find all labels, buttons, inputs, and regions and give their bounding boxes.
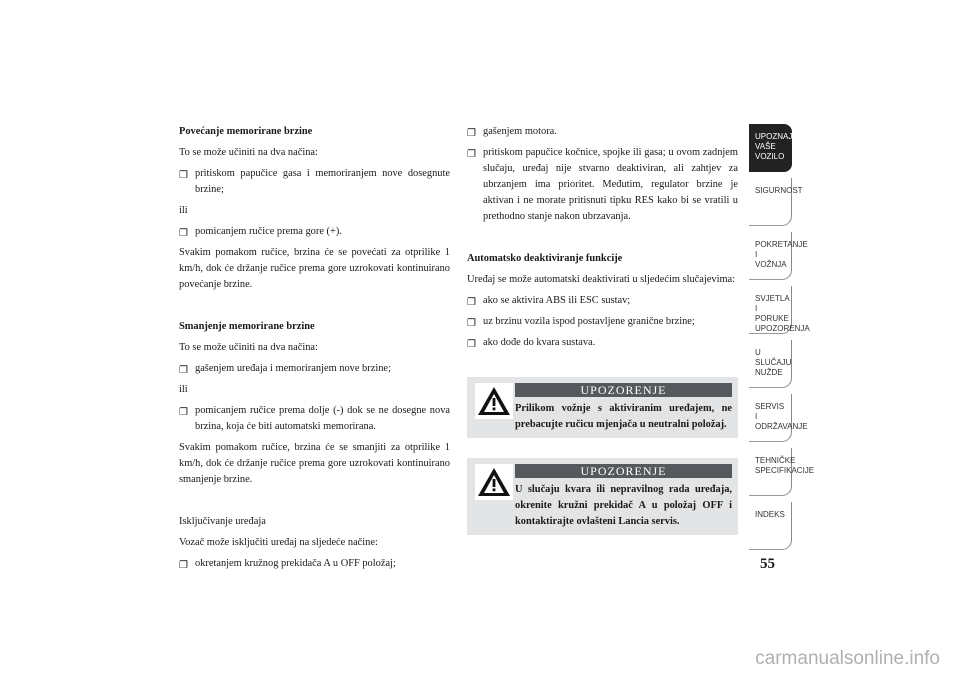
- warning-title: UPOZORENJE: [515, 464, 732, 478]
- paragraph: ili: [179, 384, 188, 395]
- paragraph: To se može učiniti na dva načina:: [179, 147, 318, 158]
- paragraph: Vozač može isključiti uređaj na sljedeće načine:: [179, 537, 378, 548]
- paragraph: Uređaj se može automatski deaktivirati u sljedećim slučajevima:: [467, 274, 736, 285]
- checkbox-bullet-icon: ❐: [179, 407, 188, 418]
- bullet-item: ❐ gašenjem uređaja i memoriranjem nove brzine;: [179, 361, 450, 377]
- warning-text: Prilikom vožnje s aktiviranim uređajem, ne prebacujte ručicu mjenjača u neutralni položaj.: [515, 403, 732, 430]
- warning-triangle-icon: [475, 464, 513, 500]
- warning-box: [467, 377, 738, 438]
- watermark: carmanualsonline.info: [755, 648, 940, 669]
- paragraph: ili: [179, 205, 188, 216]
- tab-tehnicke-specifikacije[interactable]: TEHNIČKE SPECIFIKACIJE: [749, 448, 792, 496]
- section-heading: Povećanje memorirane brzine: [179, 126, 313, 137]
- checkbox-bullet-icon: ❐: [467, 128, 476, 139]
- bullet-item: ❐ okretanjem kružnog prekidača A u OFF položaj;: [179, 556, 450, 572]
- bullet-item: ❐ pomicanjem ručice prema dolje (-) dok se ne dosegne nova brzina, koja će biti automatski memorirana.: [179, 405, 450, 432]
- bullet-item: ❐ ako dođe do kvara sustava.: [467, 335, 738, 351]
- checkbox-bullet-icon: ❐: [467, 149, 476, 160]
- paragraph: To se može učiniti na dva načina:: [179, 342, 318, 353]
- bullet-item: ❐ gašenjem motora.: [467, 124, 738, 140]
- tab-upoznajte-vase-vozilo[interactable]: UPOZNAJTE VAŠE VOZILO: [749, 124, 792, 172]
- bullet-item: ❐ pritiskom papučice gasa i memoriranjem nove dosegnute brzine;: [179, 168, 450, 195]
- tab-indeks[interactable]: INDEKS: [749, 502, 792, 550]
- bullet-item: ❐ ako se aktivira ABS ili ESC sustav;: [467, 293, 738, 309]
- tab-u-slucaju-nuzde[interactable]: U SLUČAJU NUŽDE: [749, 340, 792, 388]
- bullet-item: ❐ pomicanjem ručice prema gore (+).: [179, 224, 450, 240]
- tab-servis-i-odrzavanje[interactable]: SERVIS I ODRŽAVANJE: [749, 394, 792, 442]
- tab-sigurnost[interactable]: SIGURNOST: [749, 178, 792, 226]
- checkbox-bullet-icon: ❐: [179, 228, 188, 239]
- checkbox-bullet-icon: ❐: [467, 339, 476, 350]
- bullet-item: ❐ uz brzinu vozila ispod postavljene granične brzine;: [467, 314, 738, 330]
- checkbox-bullet-icon: ❐: [467, 297, 476, 308]
- warning-title: UPOZORENJE: [515, 383, 732, 397]
- checkbox-bullet-icon: ❐: [467, 318, 476, 329]
- right-column: [467, 124, 738, 555]
- paragraph: Isključivanje uređaja: [179, 516, 266, 527]
- page-number: 55: [760, 556, 775, 572]
- tab-svjetla-i-poruke[interactable]: SVJETLA I PORUKE UPOZORENJA: [749, 286, 792, 334]
- paragraph: Svakim pomakom ručice, brzina će se smanjiti za otprilike 1 km/h, dok će držanje ručice prema gore uzrokovati kontinuirano smanjenje brzine.: [179, 442, 450, 485]
- paragraph: Svakim pomakom ručice, brzina će se povećati za otprilike 1 km/h, dok će držanje ručice prema gore uzrokovati kontinuirano povećanje brzine.: [179, 247, 450, 290]
- warning-box: [467, 458, 738, 535]
- checkbox-bullet-icon: ❐: [179, 560, 188, 571]
- bullet-item: ❐ pritiskom papučice kočnice, spojke ili gasa; u ovom zadnjem slučaju, uređaj nije stvarno deaktiviran, ali zahtjev za ubrzanjem ima prioritet. Međutim, regulator brzine je aktivan i ne morate pritisnuti tipku RES kako bi se vratili u prethodno stanje nakon ubrzavanja.: [467, 147, 738, 222]
- left-column: [179, 124, 450, 577]
- chapter-tabs: [749, 124, 815, 556]
- warning-text: U slučaju kvara ili nepravilnog rada uređaja, okrenite kružni prekidač A u položaj OFF i kontaktirajte ovlašteni Lancia servis.: [515, 484, 732, 527]
- section-heading: Automatsko deaktiviranje funkcije: [467, 253, 623, 264]
- checkbox-bullet-icon: ❐: [179, 365, 188, 376]
- checkbox-bullet-icon: ❐: [179, 170, 188, 181]
- warning-triangle-icon: [475, 383, 513, 419]
- section-heading: Smanjenje memorirane brzine: [179, 321, 315, 332]
- tab-pokretanje-i-voznja[interactable]: POKRETANJE I VOŽNJA: [749, 232, 792, 280]
